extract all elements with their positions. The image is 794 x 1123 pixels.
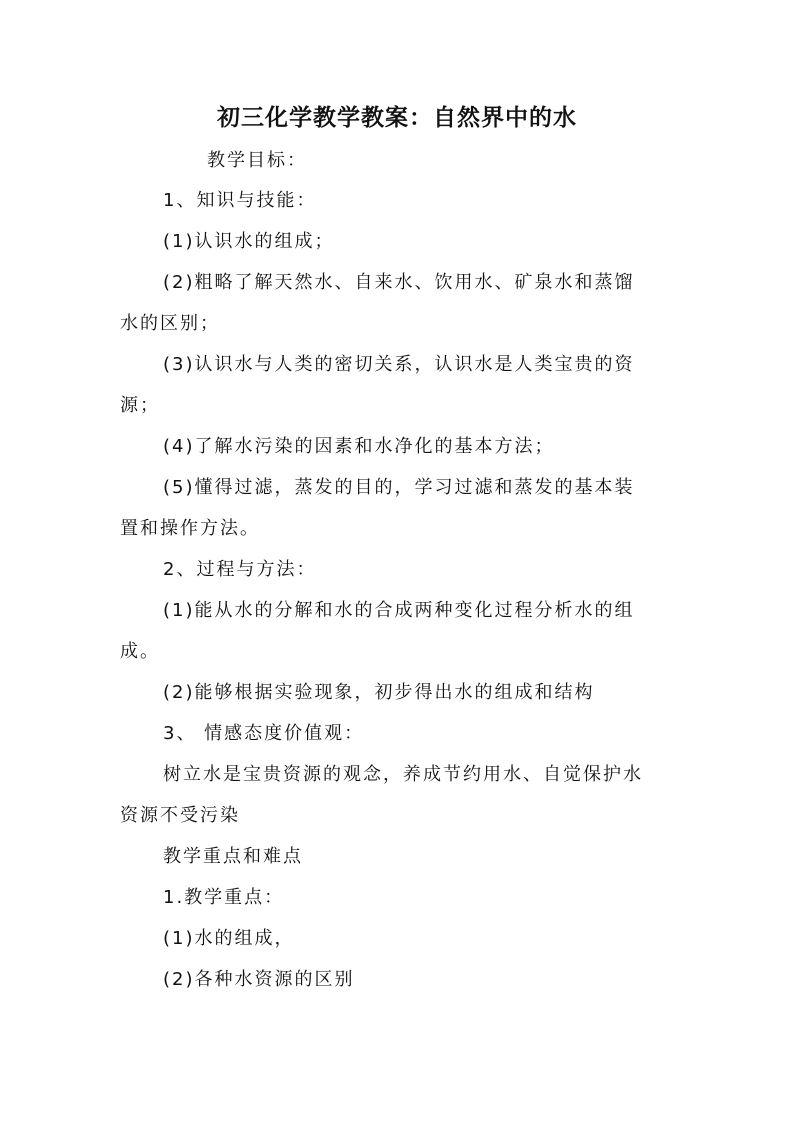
list-item-continuation: 成。 (120, 641, 160, 662)
list-item: (1)认识水的组成； (163, 231, 335, 252)
paragraph-continuation: 资源不受污染 (120, 805, 240, 826)
document-title: 初三化学教学教案：自然界中的水 (217, 105, 577, 131)
section-heading-objectives: 教学目标： (207, 150, 307, 171)
subheading-process-method: 2、过程与方法： (163, 559, 317, 580)
list-item: (2)各种水资源的区别 (163, 969, 355, 990)
list-item-continuation: 源； (120, 395, 160, 416)
list-item: (1)水的组成， (163, 928, 295, 949)
list-item: (2)能够根据实验现象，初步得出水的组成和结构 (163, 682, 595, 703)
subheading-teaching-focus: 1.教学重点： (163, 887, 285, 908)
list-item: (2)粗略了解天然水、自来水、饮用水、矿泉水和蒸馏 (163, 272, 635, 293)
section-heading-key-points: 教学重点和难点 (163, 846, 303, 867)
list-item: (4)了解水污染的因素和水净化的基本方法； (163, 436, 555, 457)
paragraph: 树立水是宝贵资源的观念，养成节约用水、自觉保护水 (163, 764, 643, 785)
subheading-knowledge-skills: 1、知识与技能： (163, 190, 317, 211)
list-item: (5)懂得过滤，蒸发的目的，学习过滤和蒸发的基本装 (163, 477, 635, 498)
list-item: (3)认识水与人类的密切关系，认识水是人类宝贵的资 (163, 354, 635, 375)
list-item-continuation: 水的区别； (120, 313, 220, 334)
list-item-continuation: 置和操作方法。 (120, 518, 260, 539)
subheading-attitudes-values: 3、 情感态度价值观： (163, 723, 365, 744)
list-item: (1)能从水的分解和水的合成两种变化过程分析水的组 (163, 600, 635, 621)
